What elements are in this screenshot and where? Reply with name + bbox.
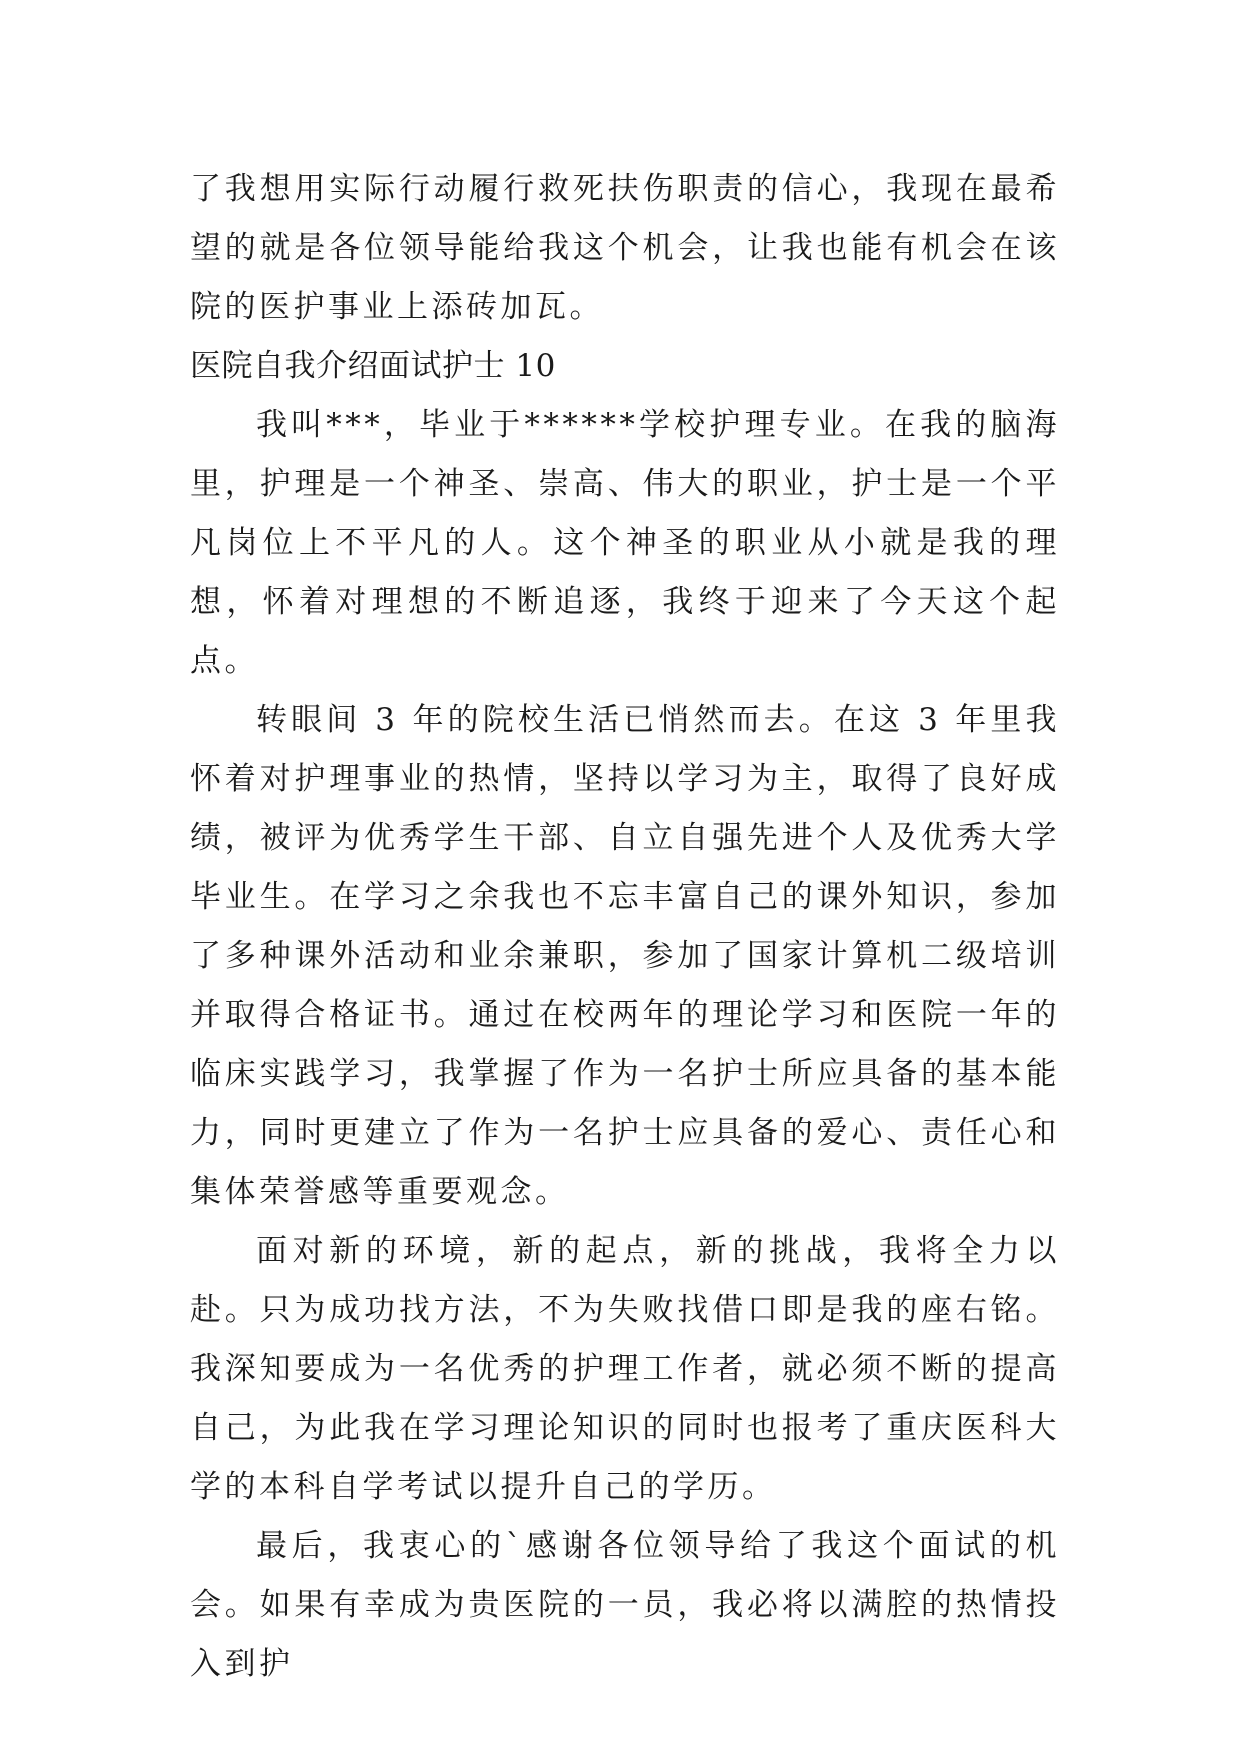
document-page	[190, 160, 1060, 1694]
body-paragraph: 最后，我衷心的`感谢各位领导给了我这个面试的机会。如果有幸成为贵医院的一员，我必将以满腔的热情投入到护	[190, 1528, 1060, 1682]
body-paragraph: 面对新的环境，新的起点，新的挑战，我将全力以赴。只为成功找方法，不为失败找借口即是我的座右铭。我深知要成为一名优秀的护理工作者，就必须不断的提高自己，为此我在学习理论知识的同时也报考了重庆医科大学的本科自学考试以提升自己的学历。	[190, 1233, 1060, 1505]
body-paragraph: 我叫***，毕业于******学校护理专业。在我的脑海里，护理是一个神圣、崇高、伟大的职业，护士是一个平凡岗位上不平凡的人。这个神圣的职业从小就是我的理想，怀着对理想的不断追逐，我终于迎来了今天这个起点。	[190, 407, 1060, 679]
body-paragraph: 转眼间 3 年的院校生活已悄然而去。在这 3 年里我怀着对护理事业的热情，坚持以学习为主，取得了良好成绩，被评为优秀学生干部、自立自强先进个人及优秀大学毕业生。在学习之余我也不忘丰富自己的课外知识，参加了多种课外活动和业余兼职，参加了国家计算机二级培训并取得合格证书。通过在校两年的理论学习和医院一年的临床实践学习，我掌握了作为一名护士所应具备的基本能力，同时更建立了作为一名护士应具备的爱心、责任心和集体荣誉感等重要观念。	[190, 702, 1060, 1210]
continuation-paragraph: 了我想用实际行动履行救死扶伤职责的信心，我现在最希望的就是各位领导能给我这个机会，让我也能有机会在该院的医护事业上添砖加瓦。	[190, 171, 1060, 325]
section-title: 医院自我介绍面试护士 10	[190, 348, 556, 384]
